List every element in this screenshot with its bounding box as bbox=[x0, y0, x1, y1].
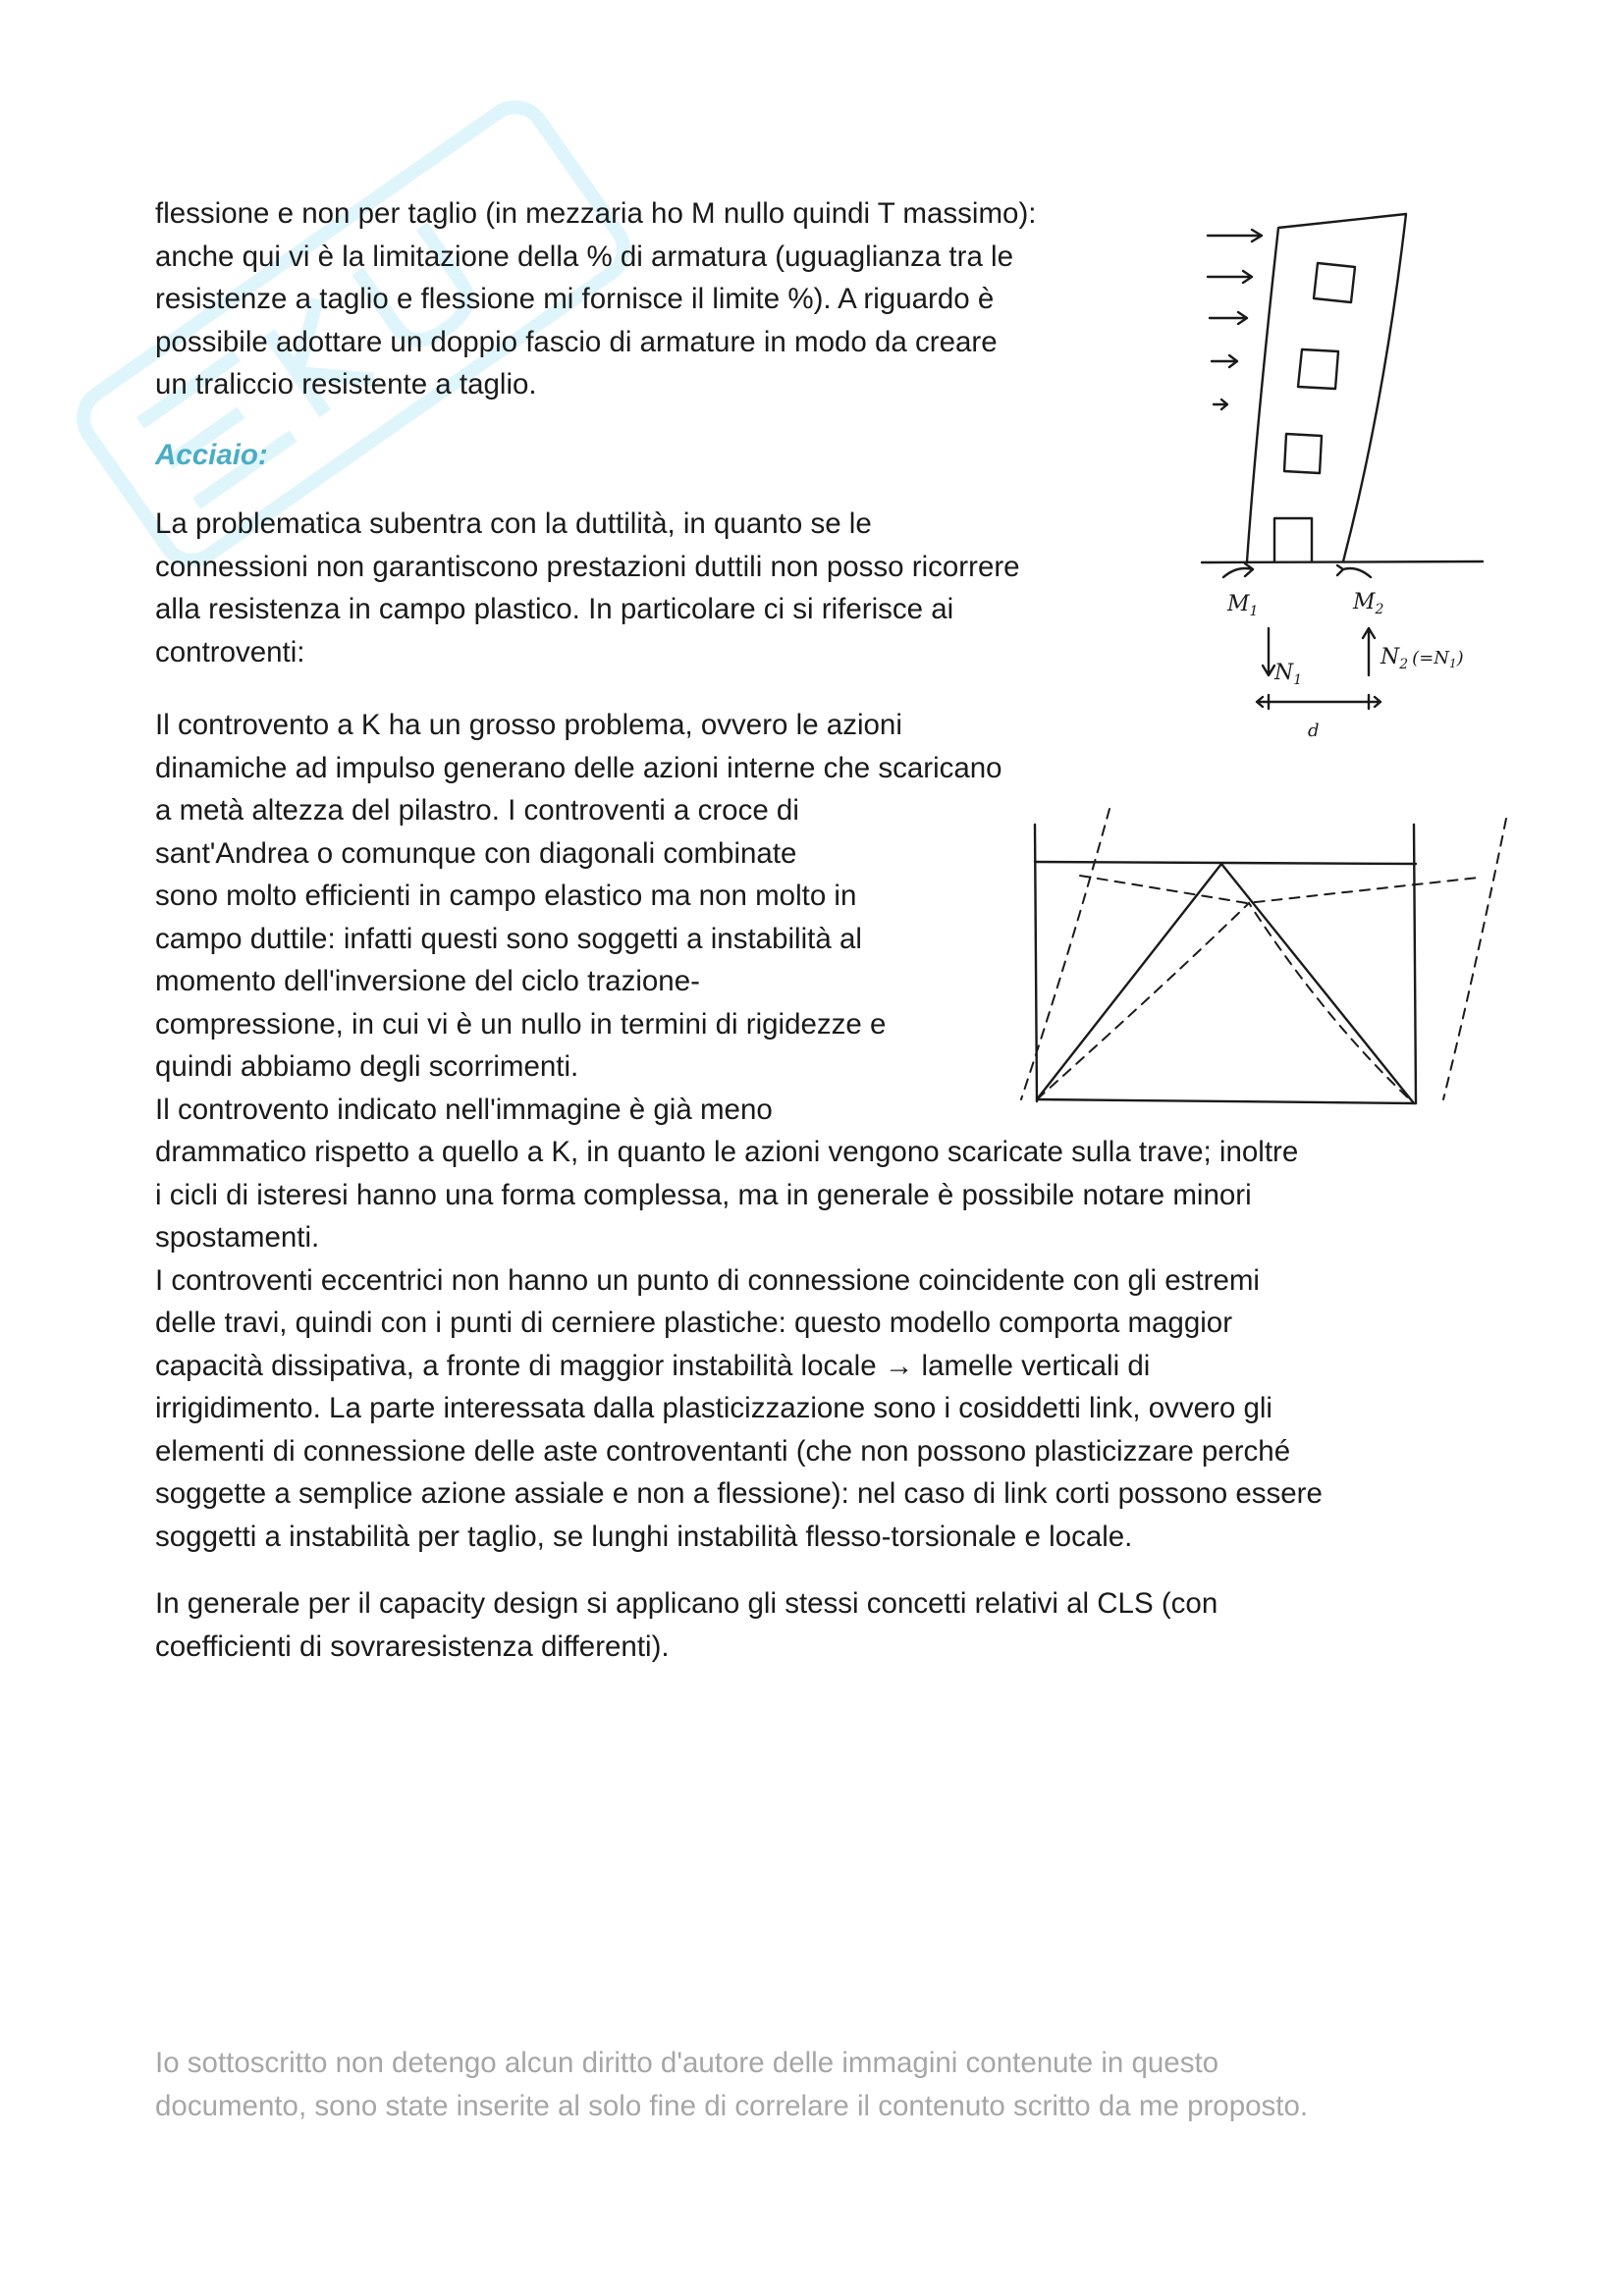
text-line: Il controvento indicato nell'immagine è già meno bbox=[155, 1093, 773, 1126]
text-line: soggetti a instabilità per taglio, se lunghi instabilità flesso-torsionale e locale. bbox=[155, 1520, 1133, 1553]
text-line: a metà altezza del pilastro. I controventi a croce di bbox=[155, 794, 799, 827]
paragraph-1 bbox=[155, 192, 1036, 406]
frame-column-right bbox=[1414, 825, 1416, 1103]
text-line: connessioni non garantiscono prestazioni duttili non posso ricorrere bbox=[155, 550, 1020, 583]
window bbox=[1284, 434, 1322, 473]
text-line: documento, sono state inserite al solo fine di correlare il contenuto scritto da me proposto. bbox=[155, 2089, 1309, 2122]
force-arrow-n1 bbox=[1263, 628, 1274, 675]
text-line: momento dell'inversione del ciclo trazione- bbox=[155, 965, 700, 997]
text-line: drammatico rispetto a quello a K, in quanto le azioni vengono scaricate sulla trave; inoltre bbox=[155, 1136, 1299, 1168]
text-line: i cicli di isteresi hanno una forma complessa, ma in generale è possibile notare minori bbox=[155, 1178, 1252, 1211]
text-line: soggette a semplice azione assiale e non a flessione): nel caso di link corti possono essere bbox=[155, 1477, 1323, 1510]
text-line: controventi: bbox=[155, 635, 305, 668]
deformed-beam bbox=[1080, 876, 1479, 903]
deformed-column-right bbox=[1443, 819, 1506, 1099]
copyright-disclaimer bbox=[155, 2042, 1308, 2127]
text-line: compressione, in cui vi è un nullo in termini di rigidezze e bbox=[155, 1007, 887, 1041]
window bbox=[1314, 263, 1355, 302]
text-line: sant'Andrea o comunque con diagonali combinate bbox=[155, 836, 797, 870]
deformed-brace bbox=[1037, 903, 1414, 1103]
frame-beam-bottom bbox=[1037, 1099, 1416, 1103]
text-line: flessione e non per taglio (in mezzaria ho M nullo quindi T massimo): bbox=[155, 197, 1037, 230]
label-m2: $M_2$ bbox=[1353, 590, 1384, 617]
text-line: coefficienti di sovraresistenza differenti). bbox=[155, 1629, 670, 1663]
text-line: In generale per il capacity design si applicano gli stessi concetti relativi al CLS (con bbox=[155, 1587, 1218, 1620]
dimension-line bbox=[1257, 695, 1380, 709]
bracing-frame-figure bbox=[1011, 805, 1522, 1129]
text-line: quindi abbiamo degli scorrimenti. bbox=[155, 1050, 579, 1083]
paragraph-4 bbox=[155, 1582, 1218, 1668]
text-line: campo duttile: infatti questi sono soggetti a instabilità al bbox=[155, 922, 862, 955]
text-line: possibile adottare un doppio fascio di armature in modo da creare bbox=[155, 325, 998, 358]
text-line: I controventi eccentrici non hanno un punto di connessione coincidente con gli estremi bbox=[155, 1263, 1260, 1297]
lateral-load-arrows bbox=[1208, 230, 1262, 409]
text-line: resistenze a taglio e flessione mi fornisce il limite %). A riguardo è bbox=[155, 283, 995, 315]
text-line: capacità dissipativa, a fronte di maggior instabilità locale → lamelle verticali di bbox=[155, 1349, 1151, 1382]
window bbox=[1298, 349, 1338, 389]
label-m1: $M_1$ bbox=[1227, 592, 1259, 619]
building-sketch-figure bbox=[1188, 206, 1502, 756]
text-line: Io sottoscritto non detengo alcun diritto d'autore delle immagini contenute in questo bbox=[155, 2047, 1219, 2079]
moment-arrow-m2 bbox=[1337, 565, 1371, 577]
text-line: un traliccio resistente a taglio. bbox=[155, 368, 537, 400]
text-line: alla resistenza in campo plastico. In particolare ci si riferisce ai bbox=[155, 593, 954, 625]
paragraph-2 bbox=[155, 503, 1020, 673]
moment-arrow-m1 bbox=[1223, 563, 1253, 577]
label-n2: $N_2$ $^{(=N}$1) bbox=[1380, 645, 1464, 672]
text-line: anche qui vi è la limitazione della % di armatura (uguaglianza tra le bbox=[155, 240, 1014, 273]
frame-column-left bbox=[1035, 825, 1037, 1101]
text-line: La problematica subentra con la duttilità, in quanto se le bbox=[155, 507, 872, 540]
text-line: spostamenti. bbox=[155, 1221, 320, 1254]
text-line: Il controvento a K ha un grosso problema, ovvero le azioni bbox=[155, 709, 902, 741]
section-heading-acciaio: Acciaio: bbox=[155, 439, 268, 471]
text-line: elementi di connessione delle aste controventanti (che non possono plasticizzare perché bbox=[155, 1434, 1291, 1468]
label-n1: $N_1$ bbox=[1274, 661, 1303, 688]
text-line: sono molto efficienti in campo elastico ma non molto in bbox=[155, 880, 857, 912]
ground-line bbox=[1202, 561, 1483, 562]
text-line: irrigidimento. La parte interessata dalla plasticizzazione sono i cosiddetti link, ovvero gli bbox=[155, 1392, 1272, 1424]
label-d: d bbox=[1308, 721, 1320, 741]
frame-beam-top bbox=[1035, 862, 1416, 864]
force-arrow-n2 bbox=[1363, 628, 1375, 675]
text-line: dinamiche ad impulso generano delle azioni interne che scaricano bbox=[155, 751, 1002, 784]
door bbox=[1274, 518, 1312, 561]
text-line: delle travi, quindi con i punti di cerniere plastiche: questo modello comporta maggior bbox=[155, 1307, 1233, 1339]
